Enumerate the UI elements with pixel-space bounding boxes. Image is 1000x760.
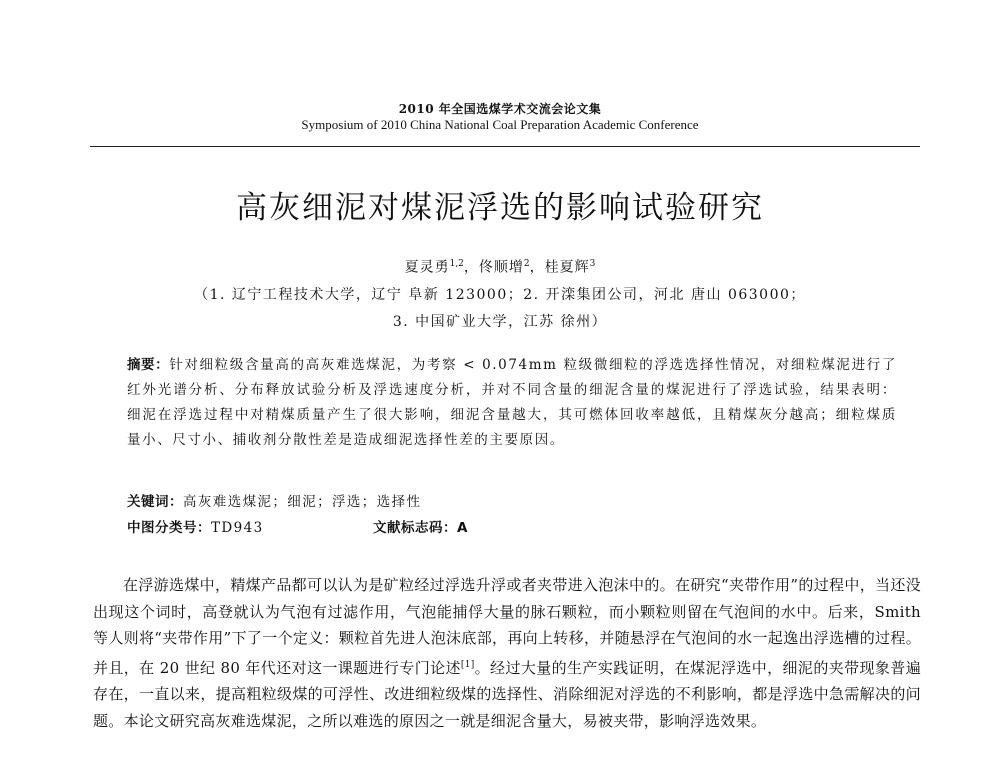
- citation-reference: [1]: [460, 659, 475, 670]
- header-divider: [90, 146, 920, 147]
- document-code-value: A: [457, 520, 468, 536]
- keywords-text: 高灰难选煤泥；细泥；浮选；选择性: [183, 494, 422, 510]
- keywords: [127, 492, 897, 512]
- classification-row: [127, 518, 897, 538]
- document-code-label: 文献标志码：: [373, 520, 457, 536]
- author-name: 佟顺增: [478, 259, 524, 276]
- keywords-label: 关键词：: [127, 494, 183, 510]
- author-affiliation-marker: 3: [589, 259, 596, 269]
- author-list: [0, 254, 1000, 278]
- running-header-english: Symposium of 2010 China National Coal Preparation Academic Conference: [301, 117, 699, 132]
- author-name: 桂夏辉: [544, 259, 590, 276]
- author-separator: ，: [463, 259, 479, 276]
- author-affiliation-marker: 1,2: [449, 259, 464, 269]
- author-name: 夏灵勇: [404, 259, 450, 276]
- body-paragraph: [93, 572, 921, 734]
- running-header: [0, 102, 1000, 133]
- abstract-text: 针对细粒级含量高的高灰难选煤泥，为考察 < 0.074mm 粒级微细粒的浮选选择性情况，对细粒煤泥进行了红外光谱分析、分布释放试验分析及浮选速度分析，并对不同含量的细泥含量的煤泥进行了浮选试验，结果表明：细泥在浮选过程中对精煤质量产生了很大影响，细泥含量越大，其可燃体回收率越低，且精煤灰分越高；细粒煤质量小、尺寸小、捕收剂分散性差是造成细泥选择性差的主要原因。: [127, 357, 897, 448]
- author-separator: ，: [529, 259, 545, 276]
- clc-label: 中图分类号：: [127, 520, 211, 536]
- clc-value: TD943: [211, 520, 264, 536]
- body-text-after-reference: 。经过大量的生产实践证明，在煤泥浮选中，细泥的夹带现象普遍存在，一直以来，提高粗粒级煤的可浮性、改进细粒级煤的选择性、消除细泥对浮选的不利影响，都是浮选中急需解决的问题。本论文研究高灰难选煤泥，之所以难选的原因之一就是细泥含量大，易被夹带，影响浮选效果。: [93, 658, 921, 730]
- clc-code: [127, 520, 264, 536]
- document-code: [373, 518, 468, 538]
- running-header-chinese: 2010 年全国选煤学术交流会论文集: [398, 102, 602, 116]
- affiliation-line-1: （1. 辽宁工程技术大学，辽宁 阜新 123000；2. 开滦集团公司，河北 唐山 063000；: [194, 287, 806, 303]
- affiliation-line-2: 3. 中国矿业大学，江苏 徐州）: [392, 314, 608, 330]
- abstract-label: 摘要：: [127, 357, 170, 373]
- paper-title: 高灰细泥对煤泥浮选的影响试验研究: [236, 190, 764, 226]
- abstract: [127, 353, 897, 453]
- author-affiliation-marker: 2: [523, 259, 530, 269]
- body-text-before-reference: 在浮游选煤中，精煤产品都可以认为是矿粒经过浮选升浮或者夹带进入泡沫中的。在研究“夹带作用”的过程中，当还没出现这个词时，高登就认为气泡有过滤作用，气泡能捕俘大量的脉石颗粒，而小颗粒则留在气泡间的水中。后来，Smith 等人则将“夹带作用”下了一个定义：颗粒首先进人泡沫底部，再向上转移，并随悬浮在气泡间的水一起逸出浮选槽的过程。并且，在 20 世纪 80 年代还对这一课题进行专门论述: [93, 576, 921, 677]
